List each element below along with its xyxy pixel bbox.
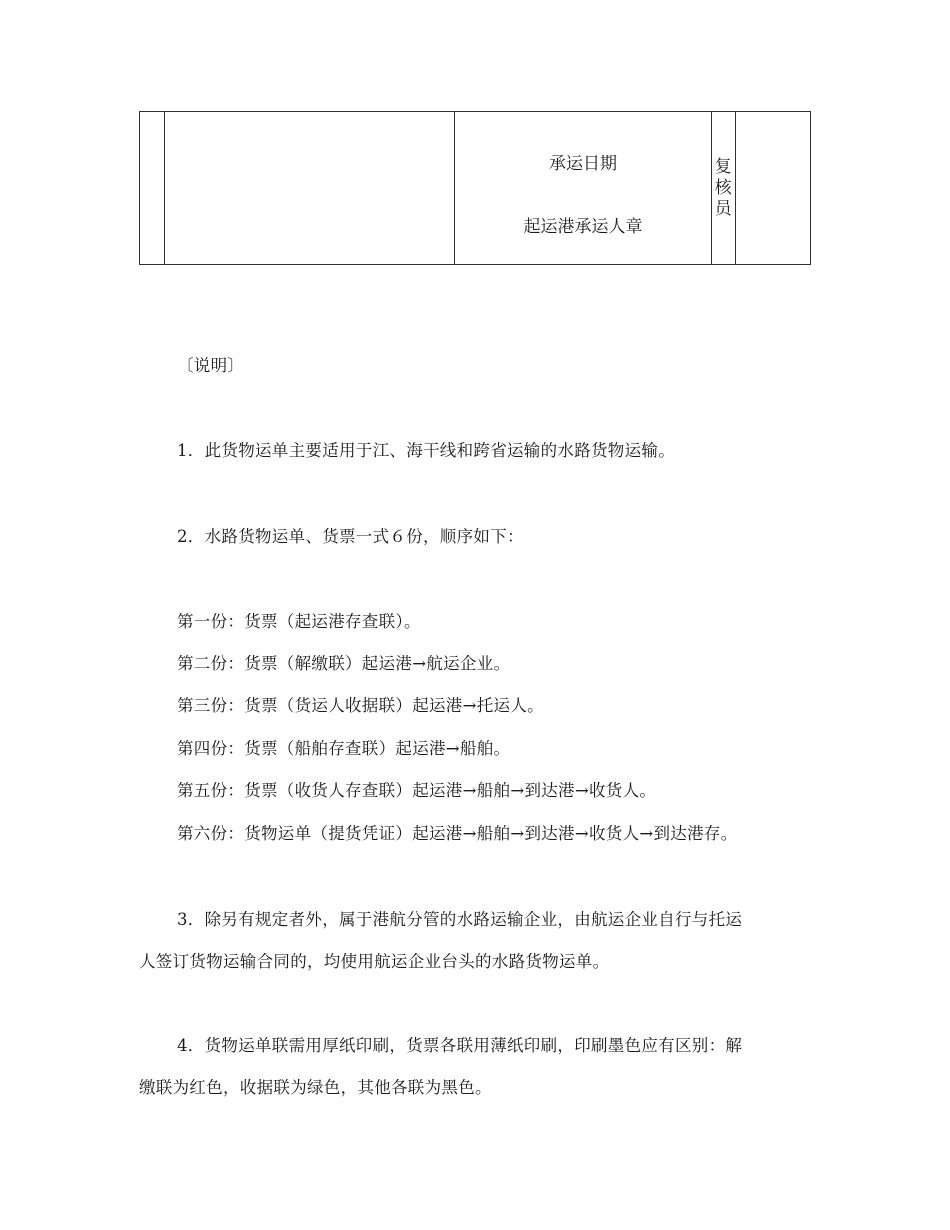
copy-list-item: 第四份：货票（船舶存查联）起运港→船舶。 bbox=[177, 739, 511, 758]
note-item-4-line-1: 4．货物运单联需用厚纸印刷，货票各联用薄纸印刷，印刷墨色应有区别：解 bbox=[177, 1036, 743, 1055]
note-item-3-line-2: 人签订货物运输合同的，均使用航运企业台头的水路货物运单。 bbox=[139, 952, 610, 971]
note-item-3-line-1: 3．除另有规定者外，属于港航分管的水路运输企业，由航运企业自行与托运 bbox=[177, 910, 743, 929]
blank-wide-cell bbox=[165, 112, 455, 265]
copy-list-item: 第六份：货物运单（提货凭证）起运港→船舶→到达港→收货人→到达港存。 bbox=[177, 824, 738, 843]
note-item-2: 2．水路货物运单、货票一式６份，顺序如下： bbox=[177, 527, 524, 546]
carrier-cell bbox=[455, 112, 711, 265]
copy-list-item: 第五份：货票（收货人存查联）起运港→船舶→到达港→收货人。 bbox=[177, 781, 657, 800]
blank-narrow-cell bbox=[140, 112, 165, 265]
waybill-signature-table bbox=[139, 111, 811, 265]
notes-heading: 〔说明〕 bbox=[177, 356, 245, 375]
reviewer-char: 核 bbox=[714, 177, 732, 198]
carrier-date-label: 承运日期 bbox=[548, 154, 617, 174]
copy-list-item: 第三份：货票（货运人收据联）起运港→托运人。 bbox=[177, 696, 544, 715]
reviewer-signature-cell bbox=[735, 112, 810, 265]
reviewer-char: 复 bbox=[714, 156, 732, 177]
note-item-1: 1．此货物运单主要适用于江、海干线和跨省运输的水路货物运输。 bbox=[177, 441, 675, 460]
carrier-seal-label: 起运港承运人章 bbox=[523, 217, 643, 237]
copy-list-item: 第一份：货票（起运港存查联）。 bbox=[177, 612, 421, 631]
copy-list-item: 第二份：货票（解缴联）起运港→航运企业。 bbox=[177, 654, 511, 673]
note-item-4-line-2: 缴联为红色，收据联为绿色，其他各联为黑色。 bbox=[139, 1078, 492, 1097]
reviewer-label-cell bbox=[711, 112, 735, 265]
reviewer-char: 员 bbox=[714, 198, 732, 219]
